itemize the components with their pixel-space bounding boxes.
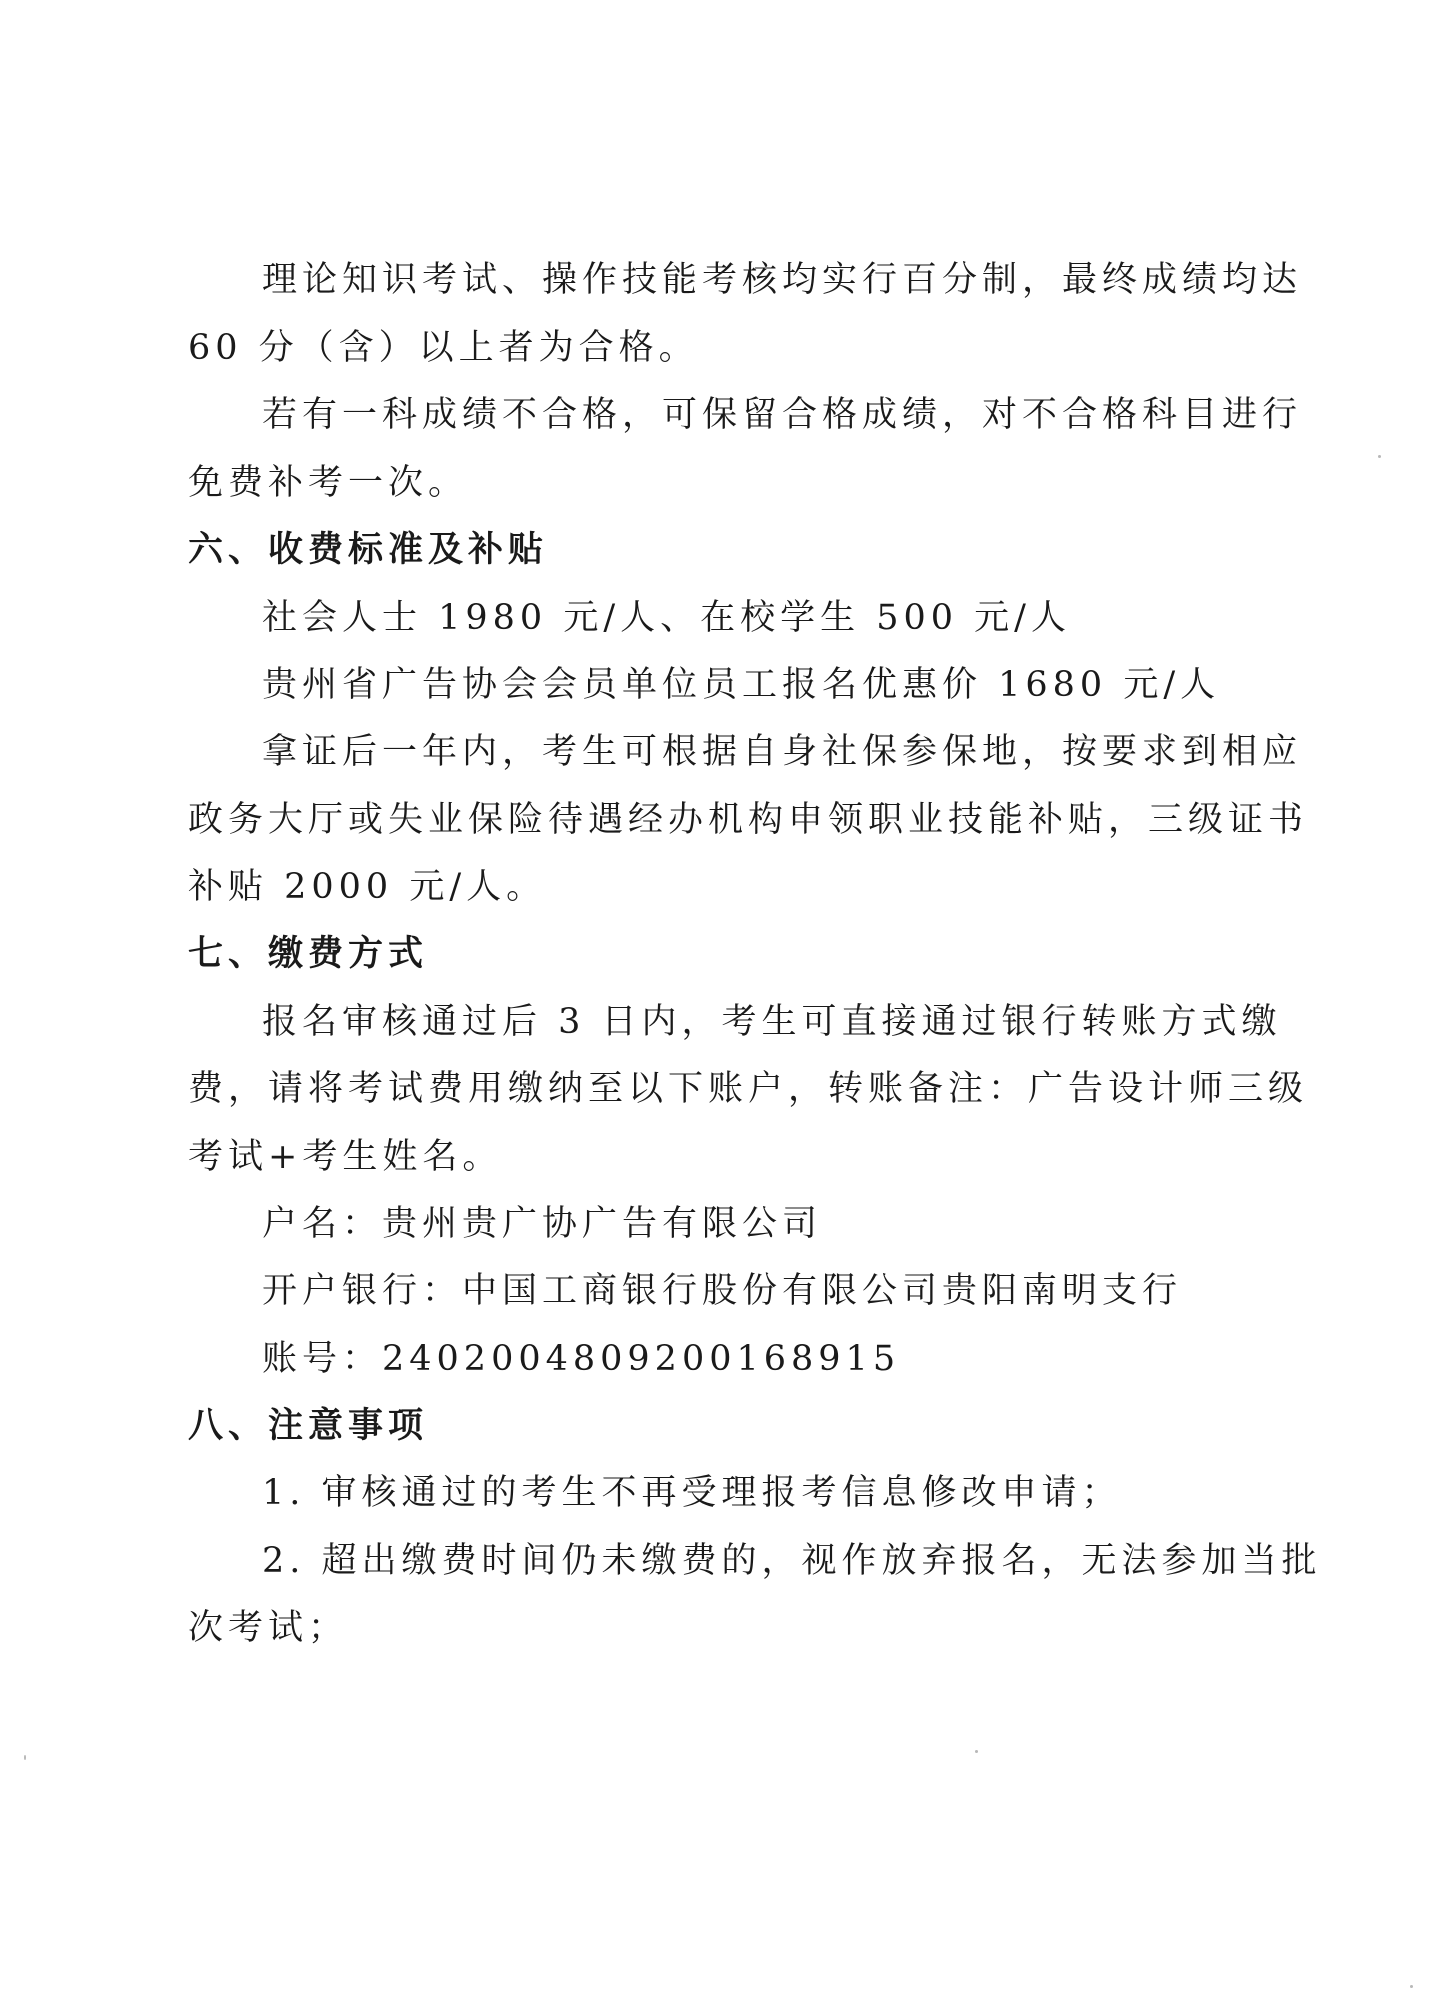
scan-speck (1410, 1985, 1413, 1988)
section-heading: 八、注意事项 (188, 1405, 429, 1446)
paragraph-line: 免费补考一次。 (188, 463, 469, 503)
paragraph-line: 理论知识考试、操作技能考核均实行百分制，最终成绩均达 (262, 260, 1303, 300)
account-number: 账号：2402004809200168915 (262, 1339, 901, 1379)
account-name: 户名：贵州贵广协广告有限公司 (262, 1204, 823, 1244)
paragraph-line: 拿证后一年内，考生可根据自身社保参保地，按要求到相应 (262, 732, 1303, 772)
paragraph-line: 费，请将考试费用缴纳至以下账户，转账备注：广告设计师三级 (188, 1069, 1309, 1109)
paragraph-line: 政务大厅或失业保险待遇经办机构申领职业技能补贴，三级证书 (188, 800, 1309, 840)
paragraph-line: 60 分（含）以上者为合格。 (188, 328, 699, 368)
scan-speck (975, 1750, 978, 1753)
list-item: 次考试； (188, 1608, 349, 1648)
paragraph-line: 若有一科成绩不合格，可保留合格成绩，对不合格科目进行 (262, 395, 1303, 435)
paragraph-line: 贵州省广告协会会员单位员工报名优惠价 1680 元/人 (262, 665, 1221, 705)
section-heading: 七、缴费方式 (188, 933, 429, 974)
list-item: 2. 超出缴费时间仍未缴费的，视作放弃报名，无法参加当批 (262, 1541, 1322, 1581)
paragraph-line: 社会人士 1980 元/人、在校学生 500 元/人 (262, 598, 1071, 638)
bank-name: 开户银行：中国工商银行股份有限公司贵阳南明支行 (262, 1271, 1183, 1311)
section-heading: 六、收费标准及补贴 (188, 529, 549, 570)
scan-speck (1378, 455, 1381, 458)
paragraph-line: 报名审核通过后 3 日内，考生可直接通过银行转账方式缴 (262, 1002, 1282, 1042)
paragraph-line: 考试+考生姓名。 (188, 1137, 503, 1177)
scan-speck (24, 1755, 26, 1760)
paragraph-line: 补贴 2000 元/人。 (188, 867, 547, 907)
list-item: 1. 审核通过的考生不再受理报考信息修改申请； (262, 1473, 1122, 1513)
